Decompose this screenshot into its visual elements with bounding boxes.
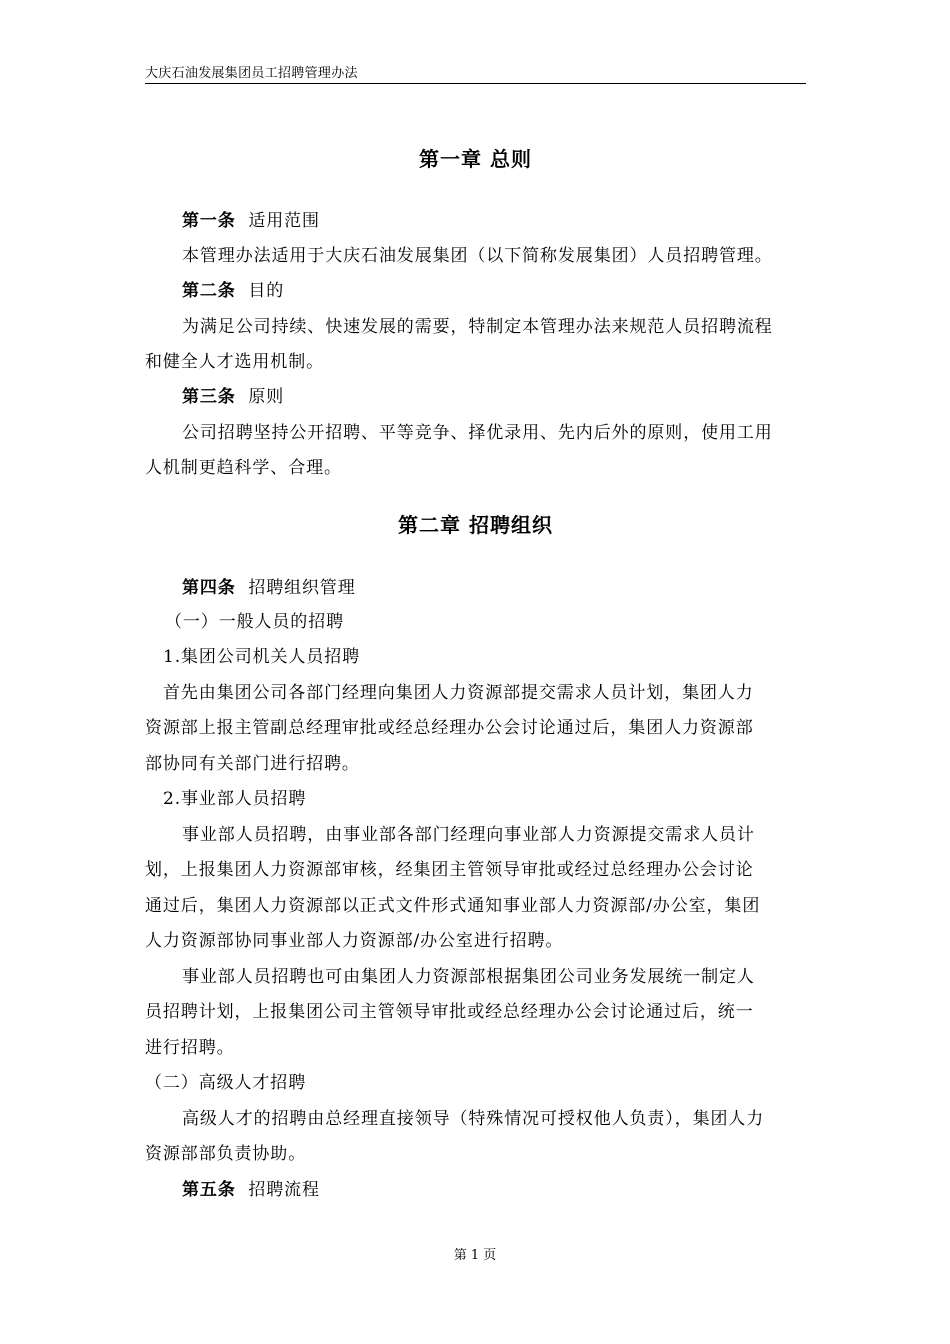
article-4-heading bbox=[182, 576, 356, 600]
article-2-number: 第二条 bbox=[182, 281, 236, 301]
article-2-text: 和健全人才选用机制。 bbox=[145, 352, 324, 372]
article-5-number: 第五条 bbox=[182, 1180, 236, 1200]
article-5-heading bbox=[182, 1178, 320, 1202]
page-header-title: 大庆石油发展集团员工招聘管理办法 bbox=[145, 66, 358, 81]
item-2-text: 通过后，集团人力资源部以正式文件形式通知事业部人力资源部/办公室，集团 bbox=[145, 896, 761, 916]
article-3-heading bbox=[182, 385, 284, 409]
article-1-text: 本管理办法适用于大庆石油发展集团（以下简称发展集团）人员招聘管理。 bbox=[182, 246, 773, 266]
article-4-title: 招聘组织管理 bbox=[248, 578, 356, 598]
header-divider bbox=[145, 83, 806, 84]
article-3-title: 原则 bbox=[248, 387, 285, 407]
article-1-title: 适用范围 bbox=[248, 211, 320, 231]
item-1-text: 资源部上报主管副总经理审批或经总经理办公会讨论通过后，集团人力资源部 bbox=[145, 718, 754, 738]
item-2-text-2: 事业部人员招聘也可由集团人力资源部根据集团公司业务发展统一制定人 bbox=[182, 967, 755, 987]
item-1-heading: 1.集团公司机关人员招聘 bbox=[163, 647, 361, 667]
article-2-heading bbox=[182, 279, 284, 303]
article-1-heading bbox=[182, 209, 320, 233]
item-2-heading: 2.事业部人员招聘 bbox=[163, 789, 307, 809]
article-5-title: 招聘流程 bbox=[248, 1180, 320, 1200]
section-senior-talent: （二）高级人才招聘 bbox=[145, 1073, 307, 1093]
section-general-staff: （一）一般人员的招聘 bbox=[165, 612, 344, 632]
chapter-1-title: 第一章 总则 bbox=[419, 147, 532, 171]
article-3-text: 人机制更趋科学、合理。 bbox=[145, 458, 342, 478]
item-2-text: 划，上报集团人力资源部审核，经集团主管领导审批或经过总经理办公会讨论 bbox=[145, 860, 754, 880]
chapter-2-title: 第二章 招聘组织 bbox=[398, 513, 553, 537]
article-3-text: 公司招聘坚持公开招聘、平等竞争、择优录用、先内后外的原则，使用工用 bbox=[182, 423, 773, 443]
item-2-text-2: 进行招聘。 bbox=[145, 1038, 235, 1058]
senior-talent-text: 资源部部负责协助。 bbox=[145, 1144, 307, 1164]
article-4-number: 第四条 bbox=[182, 578, 236, 598]
article-2-title: 目的 bbox=[248, 281, 285, 301]
item-1-text: 部协同有关部门进行招聘。 bbox=[145, 754, 360, 774]
item-2-text: 人力资源部协同事业部人力资源部/办公室进行招聘。 bbox=[145, 931, 564, 951]
page-number: 第 1 页 bbox=[453, 1248, 497, 1263]
item-1-text: 首先由集团公司各部门经理向集团人力资源部提交需求人员计划，集团人力 bbox=[163, 683, 754, 703]
article-1-number: 第一条 bbox=[182, 211, 236, 231]
article-2-text: 为满足公司持续、快速发展的需要，特制定本管理办法来规范人员招聘流程 bbox=[182, 317, 773, 337]
senior-talent-text: 高级人才的招聘由总经理直接领导（特殊情况可授权他人负责），集团人力 bbox=[182, 1109, 765, 1129]
item-2-text-2: 员招聘计划，上报集团公司主管领导审批或经总经理办公会讨论通过后，统一 bbox=[145, 1002, 754, 1022]
item-2-text: 事业部人员招聘，由事业部各部门经理向事业部人力资源提交需求人员计 bbox=[182, 825, 755, 845]
article-3-number: 第三条 bbox=[182, 387, 236, 407]
